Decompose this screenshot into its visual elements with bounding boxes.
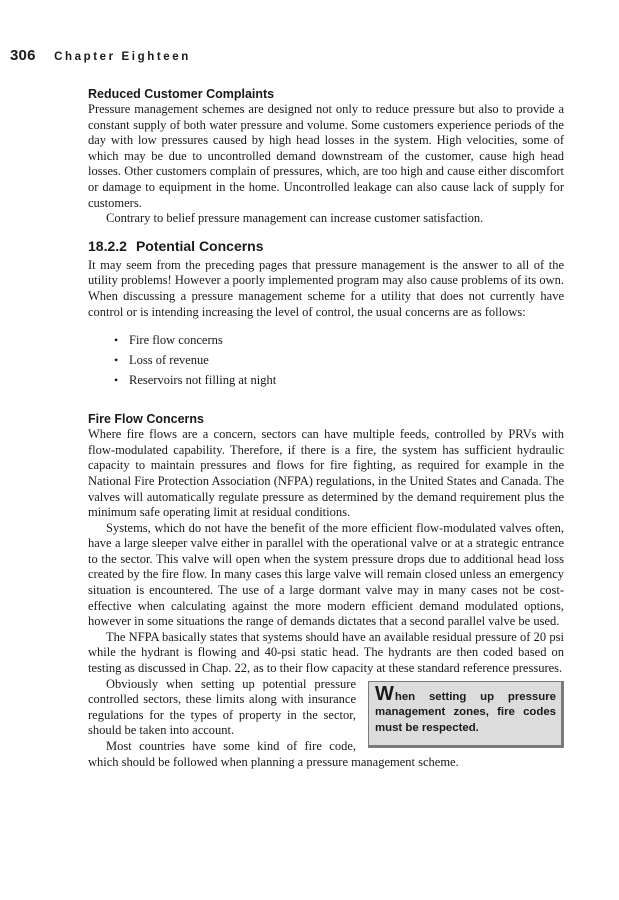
section-heading-potential-concerns	[88, 238, 564, 255]
list-item: • Reservoirs not filling at night	[114, 370, 564, 390]
paragraph: Contrary to belief pressure management can increase customer satisfaction.	[106, 211, 484, 226]
chapter-label: Chapter Eighteen	[54, 51, 191, 63]
paragraph: Most countries have some kind of fire code, which should be followed when planning a pressure management scheme.	[88, 739, 459, 769]
paragraph: It may seem from the preceding pages that pressure management is the answer to all of the utility problems! However a poorly implemented program may also cause problems of its own. When discussing a pressure management scheme for a utility that does not currently have control or is intending increasing the level of control, the usual concerns are as follows:	[88, 257, 564, 319]
callout-drop-letter: W	[375, 682, 394, 705]
paragraph: The NFPA basically states that systems should have an available residual pressure of 20 psi while the hydrant is flowing and 40-psi static head. The hydrants are then coded based on testing as discussed in Chap. 22, as to their flow capacity at these standard reference pressures.	[88, 629, 564, 676]
section-number: 18.2.2	[88, 237, 127, 254]
page-body	[88, 87, 564, 770]
paragraph: Obviously when setting up potential pressure controlled sectors, these limits along with insurance regulations for the types of property in the sector, should be taken into account.	[88, 676, 356, 738]
callout-text: hen setting up pressure management zones, fire codes must be respected.	[375, 690, 556, 734]
paragraph: Systems, which do not have the benefit of the more efficient flow-modulated valves often, have a large sleeper valve either in parallel with the operational valve or at a strategic entrance to the sector. This valve will open when the system pressure drops due to additional head loss created by the fire flow. In many cases this large valve will remain closed unless an emergency situation is encountered. The use of a large dormant valve may in many cases not be cost-effective when calculating against the more modern efficient demand modulated options, however in some situations the range of demands dictates that a second parallel valve be used.	[88, 520, 564, 629]
list-item: • Fire flow concerns	[114, 330, 564, 350]
section-title: Potential Concerns	[135, 237, 264, 254]
list-item: • Loss of revenue	[114, 350, 564, 370]
paragraph: Pressure management schemes are designed not only to reduce pressure but also to provide a constant supply of both water pressure and volume. Some customers experience periods of the day with low pressures caused by high head losses in the system. High velocities, some of which may be due to uncontrolled demand downstream of the customer, cause high head losses. Other customers complain of pressures, which, are too high and cause either discomfort or damage to equipment in the home. Uncontrolled leakage can also cause lack of supply for customers.	[88, 102, 564, 210]
concerns-list	[88, 330, 564, 390]
heading-reduced-customer-complaints: Reduced Customer Complaints	[88, 87, 275, 101]
paragraph: Where fire flows are a concern, sectors can have multiple feeds, controlled by PRVs with flow-modulated capability. Therefore, if there is a fire, the system has sufficient hydraulic capacity to maintain pressures and flows for fire fighting, as required for example in the National Fire Protection Association (NFPA) regulations, in the United States and Canada. The valves will automatically regulate pressure as determined by the demand requirement plus the minimum safe operating limit at residual conditions.	[88, 427, 564, 520]
heading-fire-flow-concerns: Fire Flow Concerns	[88, 412, 204, 427]
running-head	[10, 47, 191, 65]
page-number: 306	[10, 47, 36, 64]
callout-box	[368, 681, 564, 749]
